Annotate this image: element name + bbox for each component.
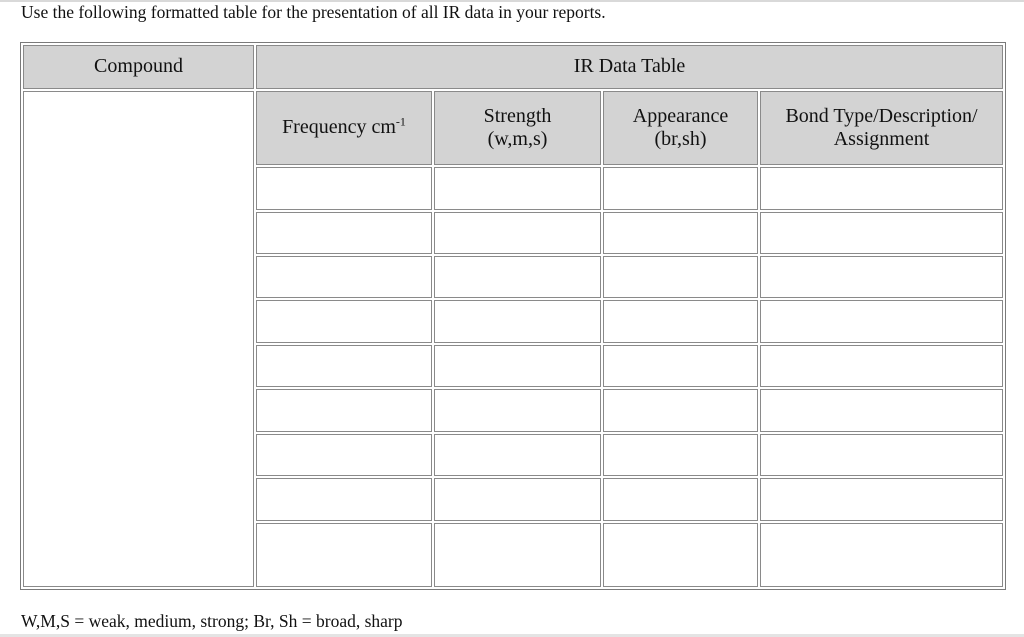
appearance-cell[interactable] — [603, 389, 758, 431]
bond-cell[interactable] — [760, 167, 1003, 209]
bond-cell[interactable] — [760, 300, 1003, 342]
frequency-header — [256, 91, 432, 166]
frequency-label: Frequency cm — [282, 116, 396, 139]
bond-label-2: Assignment — [833, 127, 930, 150]
frequency-cell[interactable] — [256, 345, 432, 387]
appearance-cell[interactable] — [603, 478, 758, 520]
bond-header — [760, 91, 1003, 166]
column-header-row — [23, 91, 1003, 166]
bond-label: Bond Type/Description/ — [785, 104, 978, 127]
strength-cell[interactable] — [434, 300, 601, 342]
appearance-cell[interactable] — [603, 212, 758, 254]
bond-cell[interactable] — [760, 345, 1003, 387]
ir-data-table — [20, 42, 1006, 590]
strength-cell[interactable] — [434, 434, 601, 476]
intro-text: Use the following formatted table for the presentation of all IR data in your reports. — [21, 2, 606, 22]
frequency-cell[interactable] — [256, 300, 432, 342]
strength-header — [434, 91, 601, 166]
strength-cell[interactable] — [434, 212, 601, 254]
strength-cell[interactable] — [434, 345, 601, 387]
bond-cell[interactable] — [760, 478, 1003, 520]
compound-header: Compound — [23, 45, 254, 89]
appearance-cell[interactable] — [603, 300, 758, 342]
strength-options: (w,m,s) — [487, 127, 548, 150]
frequency-cell[interactable] — [256, 256, 432, 298]
frequency-cell[interactable] — [256, 478, 432, 520]
appearance-options: (br,sh) — [654, 127, 707, 150]
strength-cell[interactable] — [434, 167, 601, 209]
frequency-cell[interactable] — [256, 523, 432, 587]
frequency-unit-exponent: -1 — [395, 114, 406, 129]
strength-cell[interactable] — [434, 478, 601, 520]
strength-label: Strength — [483, 104, 552, 127]
compound-cell[interactable] — [23, 91, 254, 588]
table-title: IR Data Table — [256, 45, 1003, 89]
appearance-cell[interactable] — [603, 256, 758, 298]
frequency-cell[interactable] — [256, 389, 432, 431]
appearance-label: Appearance — [632, 104, 729, 127]
bond-cell[interactable] — [760, 256, 1003, 298]
frequency-cell[interactable] — [256, 212, 432, 254]
appearance-cell[interactable] — [603, 523, 758, 587]
frequency-cell[interactable] — [256, 167, 432, 209]
bond-cell[interactable] — [760, 389, 1003, 431]
appearance-cell[interactable] — [603, 345, 758, 387]
frequency-cell[interactable] — [256, 434, 432, 476]
appearance-cell[interactable] — [603, 167, 758, 209]
appearance-header — [603, 91, 758, 166]
strength-cell[interactable] — [434, 523, 601, 587]
strength-cell[interactable] — [434, 256, 601, 298]
bond-cell[interactable] — [760, 523, 1003, 587]
bond-cell[interactable] — [760, 212, 1003, 254]
footnote: W,M,S = weak, medium, strong; Br, Sh = broad, sharp — [21, 611, 403, 631]
bond-cell[interactable] — [760, 434, 1003, 476]
table-header-row — [23, 45, 1003, 89]
strength-cell[interactable] — [434, 389, 601, 431]
appearance-cell[interactable] — [603, 434, 758, 476]
